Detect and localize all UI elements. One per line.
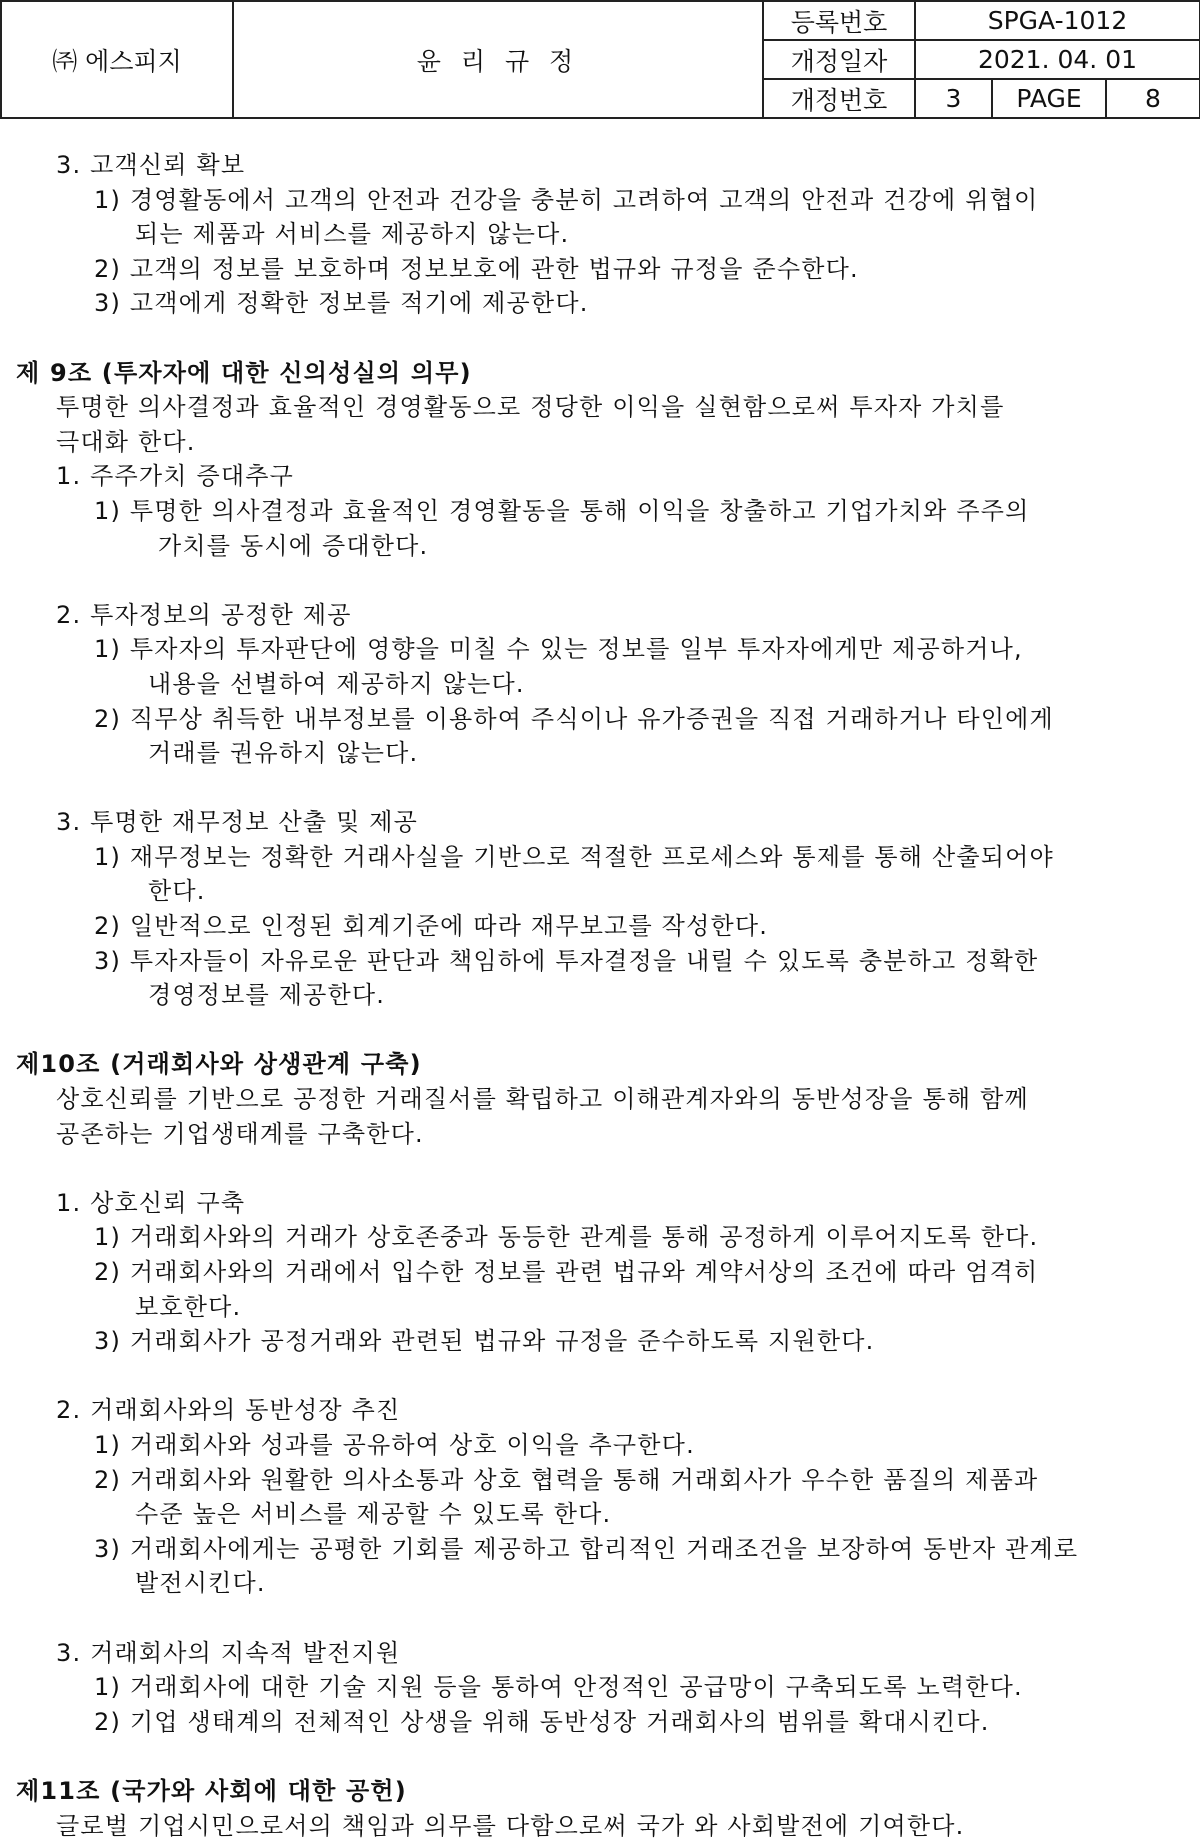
list-item-continuation: 보호한다. xyxy=(0,1290,1200,1325)
article-intro-continuation: 극대화 한다. xyxy=(0,425,1200,460)
list-item: 3) 투자자들이 자유로운 판단과 책임하에 투자결정을 내릴 수 있도록 충분하고 정확한 xyxy=(0,944,1200,979)
spacer xyxy=(0,1151,1200,1186)
article-intro: 투명한 의사결정과 효율적인 경영활동으로 정당한 이익을 실현함으로써 투자자 가치를 xyxy=(0,390,1200,425)
list-item-continuation: 수준 높은 서비스를 제공할 수 있도록 한다. xyxy=(0,1497,1200,1532)
article-intro: 글로벌 기업시민으로서의 책임과 의무를 다함으로써 국가 와 사회발전에 기여한다. xyxy=(0,1809,1200,1843)
spacer xyxy=(0,563,1200,598)
list-item: 1) 재무정보는 정확한 거래사실을 기반으로 적절한 프로세스와 통제를 통해 산출되어야 xyxy=(0,840,1200,875)
list-item: 1) 거래회사에 대한 기술 지원 등을 통하여 안정적인 공급망이 구축되도록 노력한다. xyxy=(0,1670,1200,1705)
document-body xyxy=(0,148,1200,1843)
list-item-continuation: 되는 제품과 서비스를 제공하지 않는다. xyxy=(0,217,1200,252)
list-item: 3) 거래회사가 공정거래와 관련된 법규와 규정을 준수하도록 지원한다. xyxy=(0,1324,1200,1359)
article-intro: 상호신뢰를 기반으로 공정한 거래질서를 확립하고 이해관계자와의 동반성장을 통해 함께 xyxy=(0,1082,1200,1117)
section-title: 3. 거래회사의 지속적 발전지원 xyxy=(0,1636,1200,1671)
list-item: 1) 거래회사와 성과를 공유하여 상호 이익을 추구한다. xyxy=(0,1428,1200,1463)
list-item: 1) 거래회사와의 거래가 상호존중과 동등한 관계를 통해 공정하게 이루어지도록 한다. xyxy=(0,1220,1200,1255)
list-item-continuation: 거래를 권유하지 않는다. xyxy=(0,736,1200,771)
revision-date-value: 2021. 04. 01 xyxy=(915,40,1200,79)
list-item-continuation: 가치를 동시에 증대한다. xyxy=(0,529,1200,564)
list-item: 2) 직무상 취득한 내부정보를 이용하여 주식이나 유가증권을 직접 거래하거나 타인에게 xyxy=(0,702,1200,737)
section-title: 3. 고객신뢰 확보 xyxy=(0,148,1200,183)
document-title: 윤 리 규 정 xyxy=(233,1,763,118)
article-heading-10: 제10조 (거래회사와 상생관계 구축) xyxy=(0,1047,1200,1082)
section-title: 1. 주주가치 증대추구 xyxy=(0,459,1200,494)
list-item-continuation: 발전시킨다. xyxy=(0,1566,1200,1601)
registration-number-label: 등록번호 xyxy=(763,1,915,40)
list-item-continuation: 내용을 선별하여 제공하지 않는다. xyxy=(0,667,1200,702)
page-number: 8 xyxy=(1106,79,1200,118)
spacer xyxy=(0,1359,1200,1394)
list-item: 1) 투자자의 투자판단에 영향을 미칠 수 있는 정보를 일부 투자자에게만 제공하거나, xyxy=(0,632,1200,667)
article-heading-11: 제11조 (국가와 사회에 대한 공헌) xyxy=(0,1774,1200,1809)
section-title: 2. 거래회사와의 동반성장 추진 xyxy=(0,1393,1200,1428)
list-item-continuation: 경영정보를 제공한다. xyxy=(0,978,1200,1013)
revision-number-label: 개정번호 xyxy=(763,79,915,118)
list-item: 1) 투명한 의사결정과 효율적인 경영활동을 통해 이익을 창출하고 기업가치와 주주의 xyxy=(0,494,1200,529)
revision-date-label: 개정일자 xyxy=(763,40,915,79)
article-heading-9: 제 9조 (투자자에 대한 신의성실의 의무) xyxy=(0,356,1200,391)
revision-number-value: 3 xyxy=(915,79,992,118)
list-item: 2) 거래회사와의 거래에서 입수한 정보를 관련 법규와 계약서상의 조건에 따라 엄격히 xyxy=(0,1255,1200,1290)
spacer xyxy=(0,771,1200,806)
list-item: 3) 거래회사에게는 공평한 기회를 제공하고 합리적인 거래조건을 보장하여 동반자 관계로 xyxy=(0,1532,1200,1567)
article-intro-continuation: 공존하는 기업생태계를 구축한다. xyxy=(0,1117,1200,1152)
spacer xyxy=(0,1601,1200,1636)
company-name: ㈜ 에스피지 xyxy=(1,1,233,118)
spacer xyxy=(0,1739,1200,1774)
document-header xyxy=(0,0,1200,119)
registration-number-value: SPGA-1012 xyxy=(915,1,1200,40)
list-item: 2) 일반적으로 인정된 회계기준에 따라 재무보고를 작성한다. xyxy=(0,909,1200,944)
list-item: 1) 경영활동에서 고객의 안전과 건강을 충분히 고려하여 고객의 안전과 건강에 위협이 xyxy=(0,183,1200,218)
list-item: 2) 고객의 정보를 보호하며 정보보호에 관한 법규와 규정을 준수한다. xyxy=(0,252,1200,287)
list-item: 2) 거래회사와 원활한 의사소통과 상호 협력을 통해 거래회사가 우수한 품질의 제품과 xyxy=(0,1463,1200,1498)
section-title: 1. 상호신뢰 구축 xyxy=(0,1186,1200,1221)
list-item: 3) 고객에게 정확한 정보를 적기에 제공한다. xyxy=(0,286,1200,321)
list-item: 2) 기업 생태계의 전체적인 상생을 위해 동반성장 거래회사의 범위를 확대시킨다. xyxy=(0,1705,1200,1740)
section-title: 2. 투자정보의 공정한 제공 xyxy=(0,598,1200,633)
page-label: PAGE xyxy=(992,79,1106,118)
list-item-continuation: 한다. xyxy=(0,874,1200,909)
spacer xyxy=(0,1013,1200,1048)
section-title: 3. 투명한 재무정보 산출 및 제공 xyxy=(0,805,1200,840)
spacer xyxy=(0,321,1200,356)
